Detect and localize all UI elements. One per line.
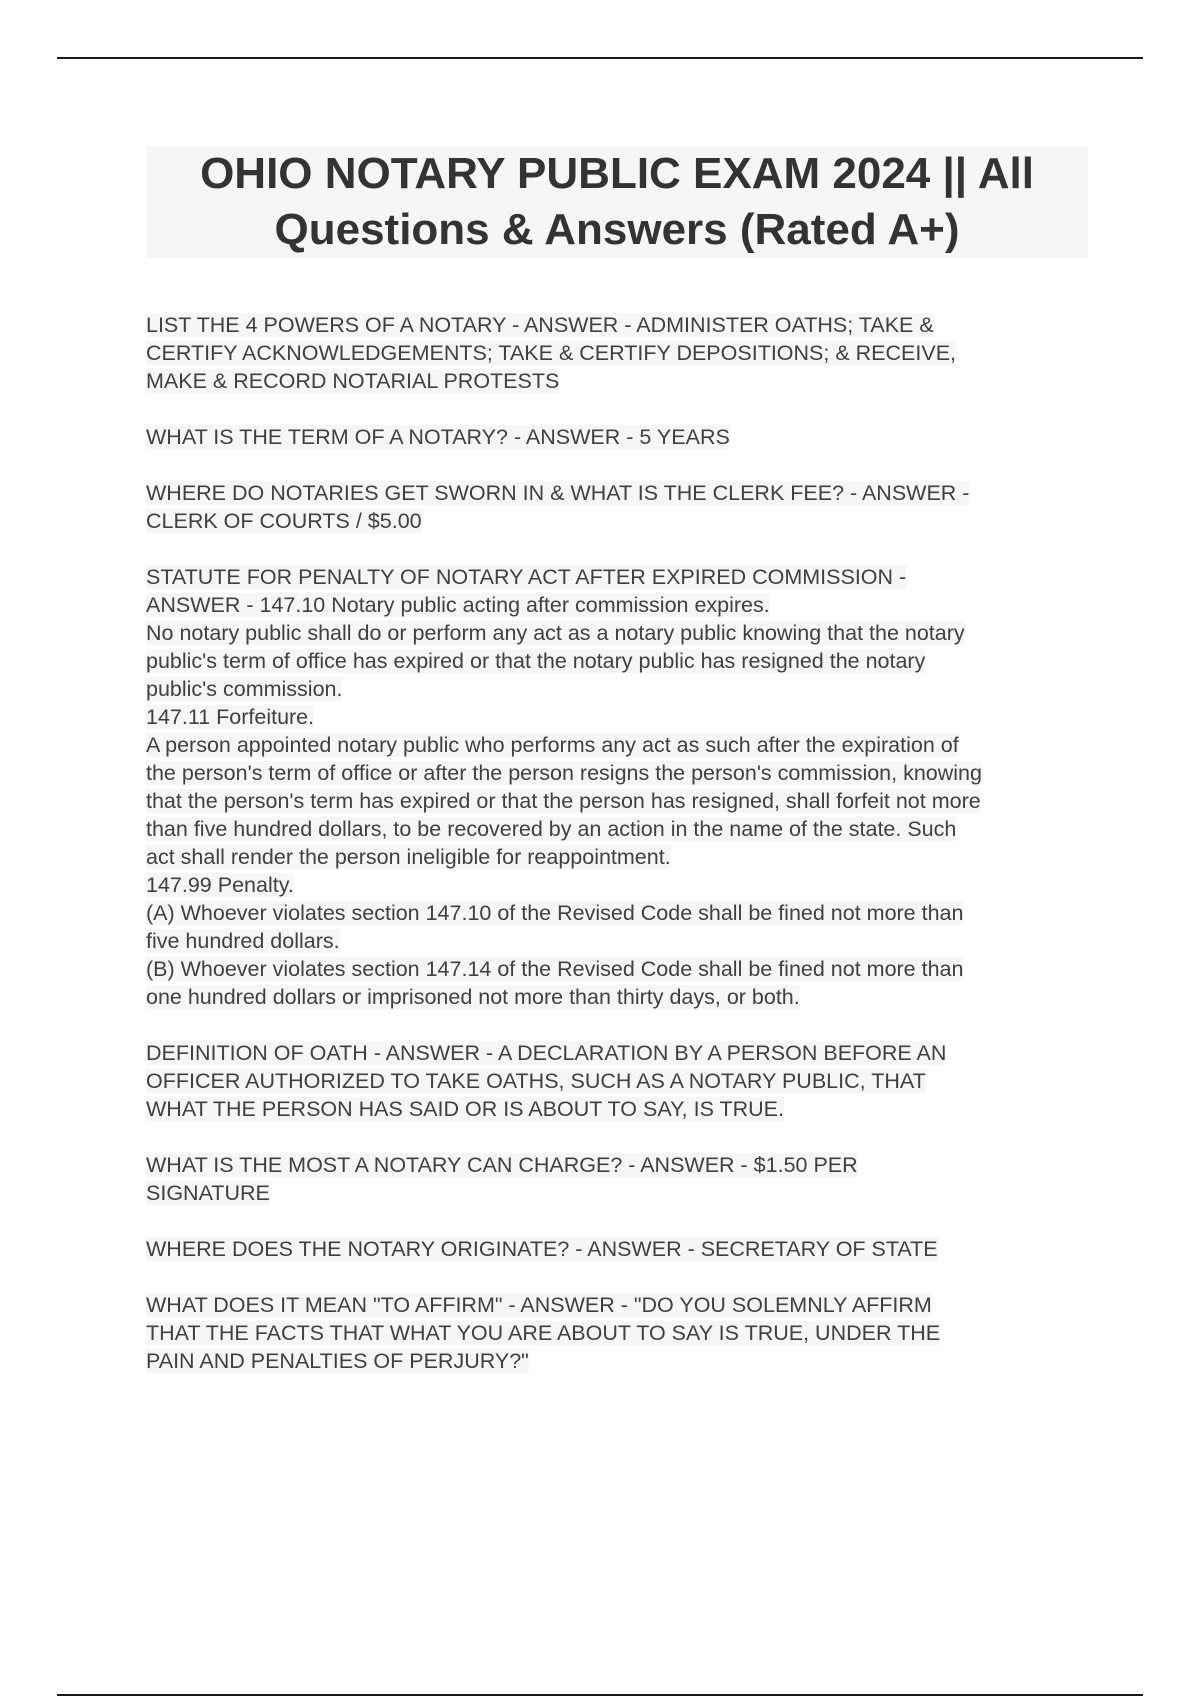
qa-line-text: WHERE DOES THE NOTARY ORIGINATE? - ANSWER - SECRETARY OF STATE — [146, 1237, 938, 1261]
title-line-1: OHIO NOTARY PUBLIC EXAM 2024 || All — [200, 149, 1034, 198]
qa-line-text: than five hundred dollars, to be recovered by an action in the name of the state. Such — [146, 817, 957, 841]
qa-line — [146, 591, 1096, 619]
qa-line — [146, 871, 1096, 899]
title-line-2: Questions & Answers (Rated A+) — [274, 205, 960, 254]
qa-line — [146, 675, 1096, 703]
qa-line — [146, 1179, 1096, 1207]
qa-line — [146, 759, 1096, 787]
qa-item — [146, 1235, 1096, 1263]
qa-item — [146, 479, 1096, 535]
qa-line — [146, 731, 1096, 759]
title-block — [146, 146, 1088, 258]
qa-line-text: MAKE & RECORD NOTARIAL PROTESTS — [146, 369, 560, 393]
qa-line — [146, 1347, 1096, 1375]
qa-line — [146, 843, 1096, 871]
qa-line — [146, 1235, 1096, 1263]
qa-line-text: No notary public shall do or perform any act as a notary public knowing that the notary — [146, 621, 965, 645]
qa-line-text: A person appointed notary public who performs any act as such after the expiration of — [146, 733, 959, 757]
qa-line — [146, 899, 1096, 927]
qa-line-text: CERTIFY ACKNOWLEDGEMENTS; TAKE & CERTIFY DEPOSITIONS; & RECEIVE, — [146, 341, 957, 365]
qa-item — [146, 1039, 1096, 1123]
qa-line-text: (B) Whoever violates section 147.14 of the Revised Code shall be fined not more than — [146, 957, 964, 981]
qa-line — [146, 703, 1096, 731]
qa-line-text: OFFICER AUTHORIZED TO TAKE OATHS, SUCH AS A NOTARY PUBLIC, THAT — [146, 1069, 926, 1093]
qa-item — [146, 1151, 1096, 1207]
qa-line-text: that the person's term has expired or that the person has resigned, shall forfeit not more — [146, 789, 981, 813]
qa-line — [146, 983, 1096, 1011]
qa-item — [146, 311, 1096, 395]
qa-line — [146, 955, 1096, 983]
qa-line — [146, 1039, 1096, 1067]
qa-line — [146, 423, 1096, 451]
qa-line-text: (A) Whoever violates section 147.10 of the Revised Code shall be fined not more than — [146, 901, 964, 925]
qa-line — [146, 507, 1096, 535]
qa-line-text: ANSWER - 147.10 Notary public acting after commission expires. — [146, 593, 770, 617]
qa-line-text: WHAT THE PERSON HAS SAID OR IS ABOUT TO SAY, IS TRUE. — [146, 1097, 784, 1121]
qa-line — [146, 311, 1096, 339]
qa-line — [146, 1291, 1096, 1319]
qa-line-text: act shall render the person ineligible for reappointment. — [146, 845, 671, 869]
qa-line-text: WHAT IS THE MOST A NOTARY CAN CHARGE? - ANSWER - $1.50 PER — [146, 1153, 858, 1177]
qa-line — [146, 1151, 1096, 1179]
qa-line — [146, 563, 1096, 591]
qa-line-text: DEFINITION OF OATH - ANSWER - A DECLARATION BY A PERSON BEFORE AN — [146, 1041, 947, 1065]
qa-line-text: LIST THE 4 POWERS OF A NOTARY - ANSWER - ADMINISTER OATHS; TAKE & — [146, 313, 934, 337]
qa-line-text: WHAT DOES IT MEAN "TO AFFIRM" - ANSWER - "DO YOU SOLEMNLY AFFIRM — [146, 1293, 932, 1317]
bottom-divider — [57, 1694, 1143, 1696]
qa-line — [146, 339, 1096, 367]
qa-line-text: CLERK OF COURTS / $5.00 — [146, 509, 422, 533]
qa-line-text: WHAT IS THE TERM OF A NOTARY? - ANSWER - 5 YEARS — [146, 425, 730, 449]
qa-line — [146, 619, 1096, 647]
qa-line-text: PAIN AND PENALTIES OF PERJURY?" — [146, 1349, 529, 1373]
qa-line — [146, 787, 1096, 815]
top-divider — [57, 57, 1143, 59]
qa-line-text: THAT THE FACTS THAT WHAT YOU ARE ABOUT TO SAY IS TRUE, UNDER THE — [146, 1321, 941, 1345]
document-title — [200, 146, 1034, 258]
qa-line-text: WHERE DO NOTARIES GET SWORN IN & WHAT IS THE CLERK FEE? - ANSWER - — [146, 481, 970, 505]
qa-line-text: 147.11 Forfeiture. — [146, 705, 315, 729]
qa-item — [146, 563, 1096, 1011]
qa-line — [146, 367, 1096, 395]
qa-item — [146, 1291, 1096, 1375]
qa-line-text: the person's term of office or after the person resigns the person's commission, knowing — [146, 761, 982, 785]
qa-line-text: STATUTE FOR PENALTY OF NOTARY ACT AFTER EXPIRED COMMISSION - — [146, 565, 907, 589]
qa-line-text: one hundred dollars or imprisoned not more than thirty days, or both. — [146, 985, 800, 1009]
qa-item — [146, 423, 1096, 451]
qa-line-text: 147.99 Penalty. — [146, 873, 294, 897]
qa-line — [146, 927, 1096, 955]
qa-list — [146, 311, 1096, 1403]
qa-line — [146, 1319, 1096, 1347]
qa-line — [146, 1095, 1096, 1123]
qa-line-text: five hundred dollars. — [146, 929, 340, 953]
qa-line-text: public's commission. — [146, 677, 343, 701]
qa-line — [146, 815, 1096, 843]
qa-line-text: SIGNATURE — [146, 1181, 270, 1205]
qa-line-text: public's term of office has expired or that the notary public has resigned the notary — [146, 649, 926, 673]
qa-line — [146, 479, 1096, 507]
qa-line — [146, 647, 1096, 675]
qa-line — [146, 1067, 1096, 1095]
